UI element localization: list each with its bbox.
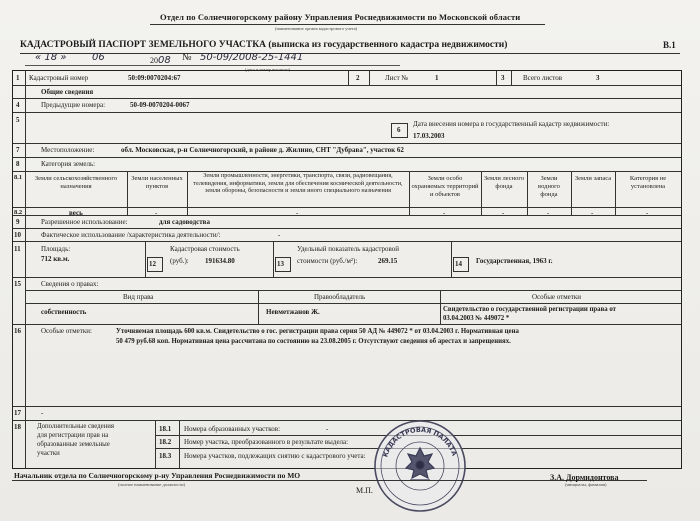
row-number: 17 (14, 409, 21, 417)
sheet-label: Лист № (385, 74, 409, 82)
row-number: 9 (16, 218, 20, 226)
additional-info-label: для регистрации прав на (37, 432, 109, 439)
previous-numbers-label: Предыдущие номера: (41, 101, 106, 109)
actual-use-value: - (278, 231, 281, 239)
issuing-organization: Отдел по Солнечногорскому району Управления Роснедвижимости по Московской области (160, 12, 521, 22)
date-caption: (дата и номер выписки) (245, 67, 291, 72)
row-number: 8 (16, 160, 20, 168)
land-category-label: Категория земель: (41, 160, 96, 168)
row-number: 8.1 (14, 174, 23, 181)
form-code: В.1 (663, 40, 676, 50)
issue-day: « 18 » (35, 52, 67, 63)
signatory-name: З.А. Дормидонтова (550, 473, 619, 482)
row-number: 18.1 (159, 425, 172, 433)
land-category-header: Земли особо охраняемых территорий и объектов (411, 175, 479, 198)
land-category-value: - (502, 209, 505, 217)
land-category-header: Земли населенных пунктов (131, 175, 183, 190)
row-number: 14 (455, 260, 462, 268)
land-category-value: - (155, 209, 158, 217)
land-category-value: - (646, 209, 649, 217)
specific-cost-value: 269.15 (378, 257, 398, 265)
row-number: 12 (149, 260, 156, 268)
total-sheets-label: Всего листов (523, 74, 563, 82)
signatory-position: Начальник отдела по Солнечногорскому р-ну Управления Роснедвижимости по МО (14, 471, 301, 480)
land-category-value: - (296, 209, 299, 217)
section-general: Общие сведения (41, 88, 94, 96)
right-holder-value: Невметжанов Ж. (266, 308, 320, 316)
additional-info-label: образованные земельные (37, 441, 110, 448)
right-type-value: собственность (41, 308, 87, 316)
total-sheets-value: 3 (596, 74, 600, 82)
specific-cost-unit: стоимости (руб./м²): (297, 257, 358, 265)
row-number: 18.3 (159, 452, 172, 460)
row-number: 11 (14, 245, 21, 253)
land-category-header: Категория не установлена (629, 175, 667, 190)
position-caption: (полное наименование должности) (118, 482, 185, 487)
registration-date-label: Дата внесения номера в государственный кадастр недвижимости: (413, 120, 610, 128)
official-seal (372, 418, 468, 514)
row-number: 2 (356, 74, 360, 82)
cadastral-number-value: 50:09:0070204:67 (128, 74, 181, 82)
number-column-line (25, 71, 26, 468)
name-caption: (инициалы, фамилия) (565, 482, 607, 487)
special-notes-text: 50 479 руб.68 коп. Нормативная цена рассчитана по состоянию на 23.08.2005 г. Отсутствуют сведения об арестах и запрещениях. (116, 338, 511, 345)
row-number: 1 (16, 74, 20, 82)
document-title: КАДАСТРОВЫЙ ПАСПОРТ ЗЕМЕЛЬНОГО УЧАСТКА (выписка из государственного кадастра недвижимости) (20, 40, 508, 50)
organization-caption: (наименование органа кадастрового учета) (275, 26, 358, 31)
location-label: Местоположение: (41, 146, 95, 154)
land-category-header: Земли промышленности, энергетики, транспорта, связи, радиовещания, телевидения, информатики, земли для обеспечения космической деятельности, земли обороны, безопасности и земли иного специального назначения (193, 172, 403, 194)
issue-month: 06 (92, 52, 105, 63)
cadastral-cost-value: 191634.80 (205, 257, 235, 265)
removed-plots-label: Номера участков, подлежащих снятию с кадастрового учета: (184, 452, 366, 460)
row-number: 18.2 (159, 438, 172, 446)
formed-plots-label: Номера образованных участков: (184, 425, 281, 433)
row-17-value: - (41, 409, 44, 417)
row-number: 6 (397, 126, 401, 134)
land-category-value: весь (69, 209, 83, 217)
formed-plots-value: - (326, 425, 329, 433)
row-number: 15 (14, 280, 21, 288)
sheet-value: 1 (435, 74, 439, 82)
rights-column-header: Особые отметки (532, 293, 581, 301)
special-notes-text: Уточняемая площадь 600 кв.м. Свидетельство о гос. регистрации права серия 50 АД № 449072 * от 03.04.2003 г. Нормативная цена (116, 328, 519, 335)
area-value: 712 кв.м. (41, 255, 70, 263)
cadastral-cost-label: Кадастровая стоимость (170, 245, 240, 253)
land-category-header: Земли сельскохозяйственного назначения (34, 175, 118, 190)
row-number: 4 (16, 101, 20, 109)
permitted-use-label: Разрешенное использование: (41, 218, 128, 226)
row-number: 16 (14, 327, 21, 335)
row-number: 5 (16, 116, 20, 124)
divider (25, 65, 400, 66)
special-notes-label: Особые отметки: (41, 327, 92, 335)
number-sign: № (182, 52, 192, 63)
cadastral-cost-unit: (руб.): (170, 257, 189, 265)
registration-date-value: 17.03.2003 (413, 132, 445, 140)
seal-text: КАДАСТРОВАЯ ПАЛАТА (381, 425, 459, 459)
previous-numbers-value: 50-09-0070204-0067 (130, 101, 190, 109)
converted-plot-label: Номер участка, преобразованного в результате выдела: (184, 438, 349, 446)
actual-use-label: Фактическое использование /характеристика деятельности/: (41, 231, 221, 239)
rights-column-header: Правообладатель (314, 293, 366, 301)
cadastral-number-label: Кадастровый номер (29, 74, 89, 82)
land-category-value: - (591, 209, 594, 217)
right-notes-value: 03.04.2003 № 449072 * (443, 315, 510, 322)
rights-label: Сведения о правах: (41, 280, 99, 288)
additional-info-label: участки (37, 450, 60, 457)
row-number: 3 (501, 74, 505, 82)
divider (20, 53, 680, 54)
land-category-value: - (443, 209, 446, 217)
specific-cost-label: Удельный показатель кадастровой (297, 245, 400, 253)
stamp-place: М.П. (356, 486, 373, 495)
issue-year: 2008 (150, 55, 171, 66)
permitted-use-value: для садоводства (159, 218, 210, 226)
row-number: 10 (14, 231, 21, 239)
row-number: 13 (277, 260, 284, 268)
land-category-header: Земли запаса (574, 175, 612, 182)
rights-column-header: Вид права (123, 293, 154, 301)
land-category-value: - (547, 209, 550, 217)
area-label: Площадь: (41, 245, 71, 253)
land-category-header: Земли водного фонда (538, 175, 560, 198)
row-number: 18 (14, 423, 21, 431)
row-number: 7 (16, 146, 20, 154)
extract-number: 50-09/2008-25-1441 (200, 52, 304, 63)
land-category-header: Земли лесного фонда (483, 175, 525, 190)
ownership-form-value: Государственная, 1963 г. (476, 257, 553, 265)
right-notes-value: Свидетельство о государственной регистрации права от (443, 306, 616, 313)
additional-info-label: Дополнительные сведения (37, 423, 115, 430)
row-number: 8.2 (14, 209, 23, 216)
passport-table (12, 70, 682, 469)
divider (150, 24, 545, 25)
location-value: обл. Московская, р-н Солнечногорский, в районе д. Жилино, СНТ "Дубрава", участок 62 (121, 146, 404, 154)
